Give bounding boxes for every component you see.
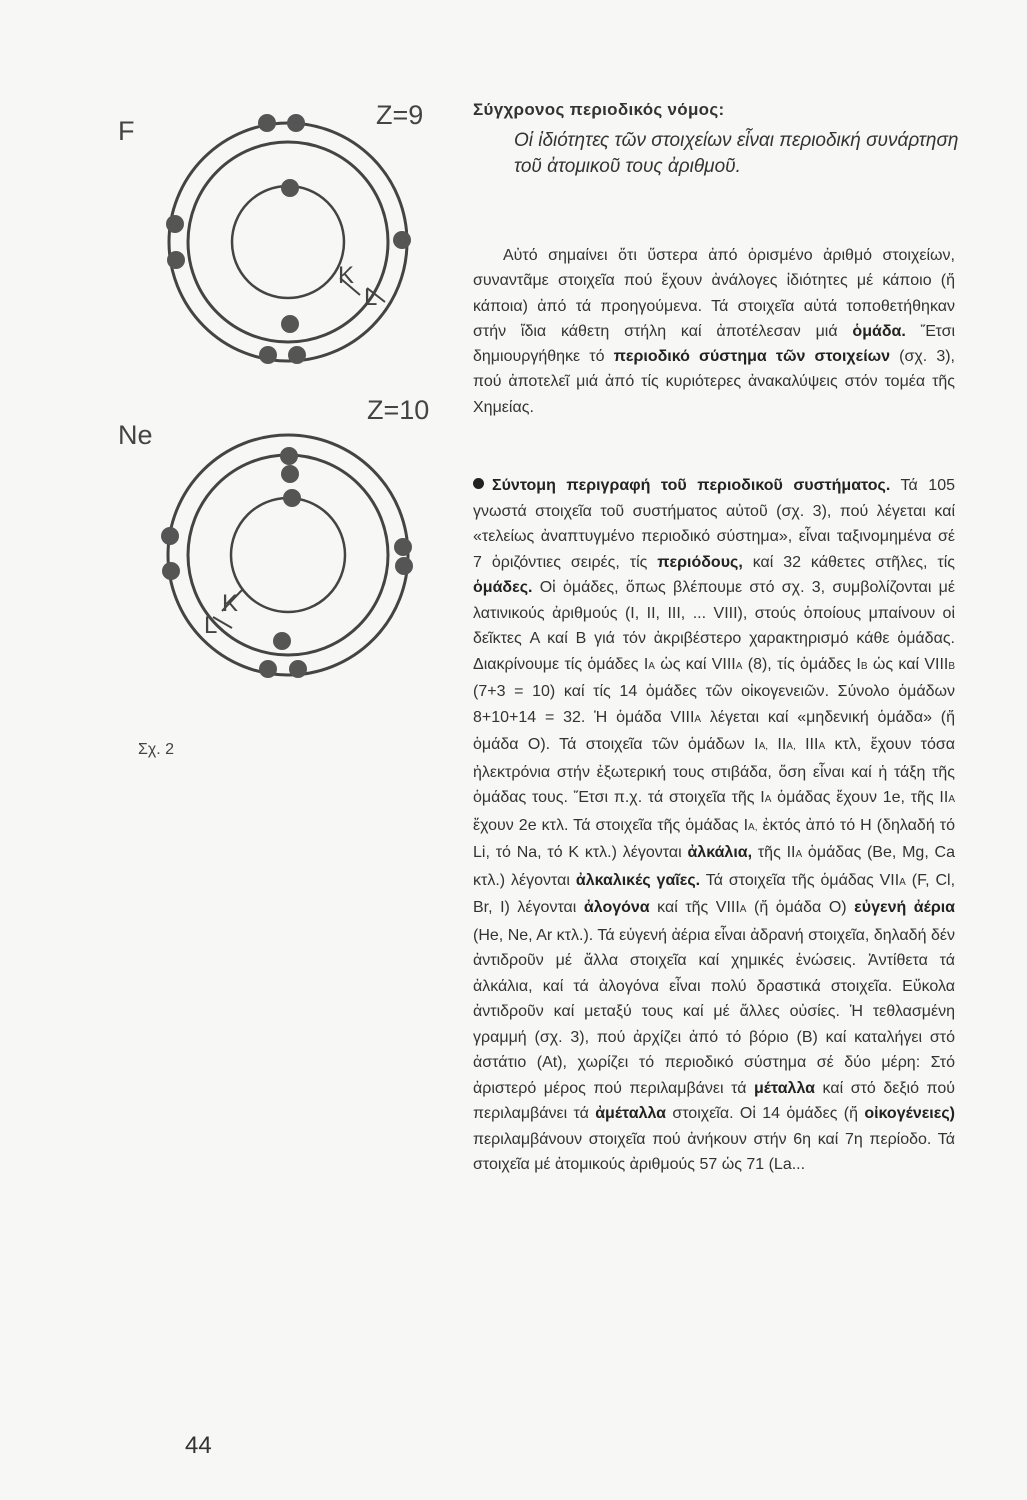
subscript: B bbox=[948, 660, 956, 672]
f-k-electron bbox=[281, 315, 299, 333]
term-periodic-system: περιοδικό σύστημα τῶν στοιχείων bbox=[613, 348, 891, 366]
term-periods: περιόδους, bbox=[657, 553, 743, 571]
f-nucleus-ring bbox=[232, 186, 344, 298]
subscript: A bbox=[948, 794, 955, 805]
f-l-electron bbox=[167, 251, 185, 269]
ne-nucleus-ring bbox=[231, 498, 345, 612]
f-k-electron bbox=[281, 179, 299, 197]
text-span: περιλαμβάνουν στοιχεῖα πού ἀνήκουν στήν 6η καί 7η περίοδο. Τά στοιχεῖα μέ ἀτομικούς ἀριθμούς 57 ὡς 71 (La... bbox=[473, 1130, 955, 1173]
bullet-icon bbox=[473, 478, 484, 489]
text-span: καί 32 κάθετες στῆλες, τίς bbox=[742, 553, 955, 571]
text-span: Ἔτσι δημιουργήθηκε τό bbox=[473, 322, 955, 366]
subscript: A bbox=[899, 876, 906, 888]
f-inner-shell-label: K bbox=[338, 262, 355, 289]
neon-symbol: Ne bbox=[118, 420, 153, 450]
text-span: ἐκτός ἀπό τό H (δηλαδή τό Li, τό Na, τό K κτλ.) λέγονται bbox=[473, 816, 955, 861]
ne-inner-shell-label: K bbox=[222, 590, 239, 617]
text-span: (F, Cl, Br, I) λέγονται bbox=[473, 871, 956, 916]
ne-l-electron bbox=[280, 447, 298, 465]
text-span: III bbox=[795, 736, 819, 753]
ne-k-electron bbox=[273, 632, 291, 650]
text-span: Τά 105 γνωστά στοιχεῖα τοῦ συστήματος αὐτοῦ (σχ. 3), πού λέγεται καί «τελείως ἀναπτυγμένο περιοδικό σύστημα», εἶναι ταξινομημένα σέ 7 ὁριζόντιες σειρές, τίς bbox=[473, 477, 955, 571]
term-alkali: ἀλκάλια, bbox=[687, 844, 753, 861]
subscript: B bbox=[860, 660, 868, 672]
subscript: A bbox=[795, 849, 803, 860]
term-metals: μέταλλα bbox=[754, 1079, 815, 1097]
text-span: ὁμάδας ἔχουν 1e, τῆς II bbox=[771, 789, 949, 806]
f-l-electron bbox=[166, 215, 184, 233]
term-groups: ὁμάδες. bbox=[473, 579, 533, 596]
ne-inner-shell-ring bbox=[188, 455, 388, 655]
text-span: λέγεται καί «μηδενική ὁμάδα» (ἤ ὁμάδα O). Τά στοιχεῖα τῶν ὁμάδων I bbox=[473, 708, 956, 753]
ne-outer-shell-label: L bbox=[204, 612, 218, 639]
text-span: καί τῆς VIII bbox=[649, 899, 740, 916]
text-span: (He, Ne, Ar κτλ.). Τά εὐγενή ἀέρια εἶναι ἀδρανή στοιχεῖα, δηλαδή δέν ἀντιδροῦν μέ ἄλλα στοιχεῖα καί χημικές ἑνώσεις. Ἀντίθετα τά ἀλκάλια, καί τά ἀλογόνα εἶναι πολύ δραστικά στοιχεῖα. Εὔκολα ἀντιδροῦν καί μεταξύ τους καί μέ ἄλλες οὐσίες. Ἡ τεθλασμένη γραμμή (σχ. 3), πού ἀρχίζει ἀπό τό βόριο (B) καί καταλήγει στό ἀστάτιο (At), χωρίζει τό περιοδικό σύστημα σέ δύο μέρη: Στό ἀριστερό μέρος πού περιλαμβάνει τά bbox=[473, 926, 955, 1097]
text-span: (8), τίς ὁμάδες I bbox=[742, 655, 861, 673]
subscript: A, bbox=[758, 741, 769, 752]
f-outer-shell-label: L bbox=[364, 284, 378, 311]
term-group: ὁμάδα. bbox=[852, 322, 906, 340]
section-heading: Σύγχρονος περιοδικός νόμος: bbox=[473, 100, 725, 119]
ne-l-electron bbox=[395, 557, 413, 575]
f-l-electron bbox=[393, 231, 411, 249]
term-nonmetals: ἀμέταλλα bbox=[595, 1105, 667, 1122]
subscript: A bbox=[735, 660, 743, 672]
text-span: κτλ, ἔχουν τόσα ἠλεκτρόνια στήν ἐξωτερική τους στιβάδα, ὅση εἶναι καί ἡ τάξη τῆς ὁμάδας τους. Ἔτσι π.χ. τά στοιχεῖα τῆς I bbox=[473, 736, 956, 806]
neon-atomic-number: Z=10 bbox=[367, 395, 430, 425]
text-span: Οἱ ὁμάδες, ὅπως βλέπουμε στό σχ. 3, συμβολίζονται μέ λατινικούς ἀριθμούς (I, II, III, ... VIII), στούς ὁποίους μπαίνουν οἱ δεῖκτες A καί B γιά τόν ἀκριβέστερο χαρακτηρισμό κάθε ὁμάδας. Διακρίνουμε τίς ὁμάδες I bbox=[473, 579, 955, 673]
f-l-electron bbox=[258, 114, 276, 132]
term-families: οἰκογένειες) bbox=[864, 1105, 955, 1122]
subscript: A bbox=[764, 794, 772, 805]
text-span: καί στό δεξιό πού περιλαμβάνει τά bbox=[473, 1079, 955, 1122]
subscript: A bbox=[648, 660, 655, 672]
text-span: τῆς II bbox=[752, 844, 796, 861]
subscript: A, bbox=[786, 741, 796, 752]
text-span: ἔχουν 2e κτλ. Τά στοιχεῖα τῆς ὁμάδας I bbox=[473, 816, 749, 834]
ne-l-electron bbox=[289, 660, 307, 678]
description-paragraph bbox=[473, 473, 955, 1178]
text-span: (ἤ ὁμάδα O) bbox=[746, 899, 847, 916]
ne-l-electron bbox=[259, 660, 277, 678]
ne-l-electron bbox=[281, 465, 299, 483]
text-span: Τά στοιχεῖα τῆς ὁμάδας VII bbox=[700, 871, 900, 889]
term-noble-gases: εὐγενή ἀέρια bbox=[854, 899, 956, 916]
figure-caption: Σχ. 2 bbox=[138, 741, 175, 758]
f-l-electron bbox=[287, 114, 305, 132]
intro-paragraph bbox=[473, 243, 955, 420]
f-inner-shell-ring bbox=[188, 142, 388, 342]
ne-l-electron bbox=[161, 527, 179, 545]
text-span: ὁμάδας (Be, Mg, Ca κτλ.) λέγονται bbox=[473, 844, 955, 889]
ne-l-electron bbox=[162, 562, 180, 580]
term-halogens: ἀλογόνα bbox=[583, 899, 650, 916]
page-number: 44 bbox=[185, 1432, 212, 1459]
text-span: II bbox=[768, 736, 787, 753]
fluorine-atomic-number: Z=9 bbox=[376, 100, 424, 130]
subscript: A bbox=[739, 904, 747, 915]
f-l-electron bbox=[288, 346, 306, 364]
subscript: A bbox=[694, 713, 702, 725]
ne-l-electron bbox=[394, 538, 412, 556]
subscript: A bbox=[818, 741, 826, 752]
neon-electrons bbox=[161, 447, 413, 678]
ne-k-electron bbox=[283, 489, 301, 507]
fluorine-symbol: F bbox=[118, 116, 135, 146]
subscript: A, bbox=[748, 821, 758, 833]
text-span: Αὐτό σημαίνει ὅτι ὕστερα ἀπό ὁρισμένο ἀριθμό στοιχείων, συναντᾶμε στοιχεῖα πού ἔχουν ἀνάλογες ἰδιότητες μέ κάποιο (ἤ κάποια) ἀπό τά προηγούμενα. Τά στοιχεῖα αὐτά τοποθετήθηκαν στήν ἴδια κάθετη στήλη καί ἀποτέλεσαν μιά bbox=[473, 247, 955, 340]
text-span: (σχ. 3), πού ἀποτελεῖ μιά ἀπό τίς κυριότερες ἀνακαλύψεις στόν τομέα τῆς Χημείας. bbox=[473, 348, 956, 416]
text-span: στοιχεῖα. Οἱ 14 ὁμάδες (ἤ bbox=[666, 1105, 858, 1122]
text-span: ὡς καί VIII bbox=[654, 655, 736, 673]
term-alkaline-earths: ἀλκαλικές γαῖες. bbox=[575, 871, 701, 889]
periodic-law-statement: Οἱ ἰδιότητες τῶν στοιχείων εἶναι περιοδική συνάρτηση τοῦ ἀτομικοῦ τους ἀριθμοῦ. bbox=[514, 130, 959, 177]
subsection-title: Σύντομη περιγραφή τοῦ περιοδικοῦ συστήματος. bbox=[492, 477, 891, 494]
text-span: (7+3 = 10) καί τίς 14 ὁμάδες τῶν οἰκογενειῶν. Σύνολο ὁμάδων 8+10+14 = 32. Ἡ ὁμάδα VIII bbox=[473, 683, 955, 726]
text-span: ὡς καί VIII bbox=[867, 655, 949, 673]
f-l-electron bbox=[259, 346, 277, 364]
